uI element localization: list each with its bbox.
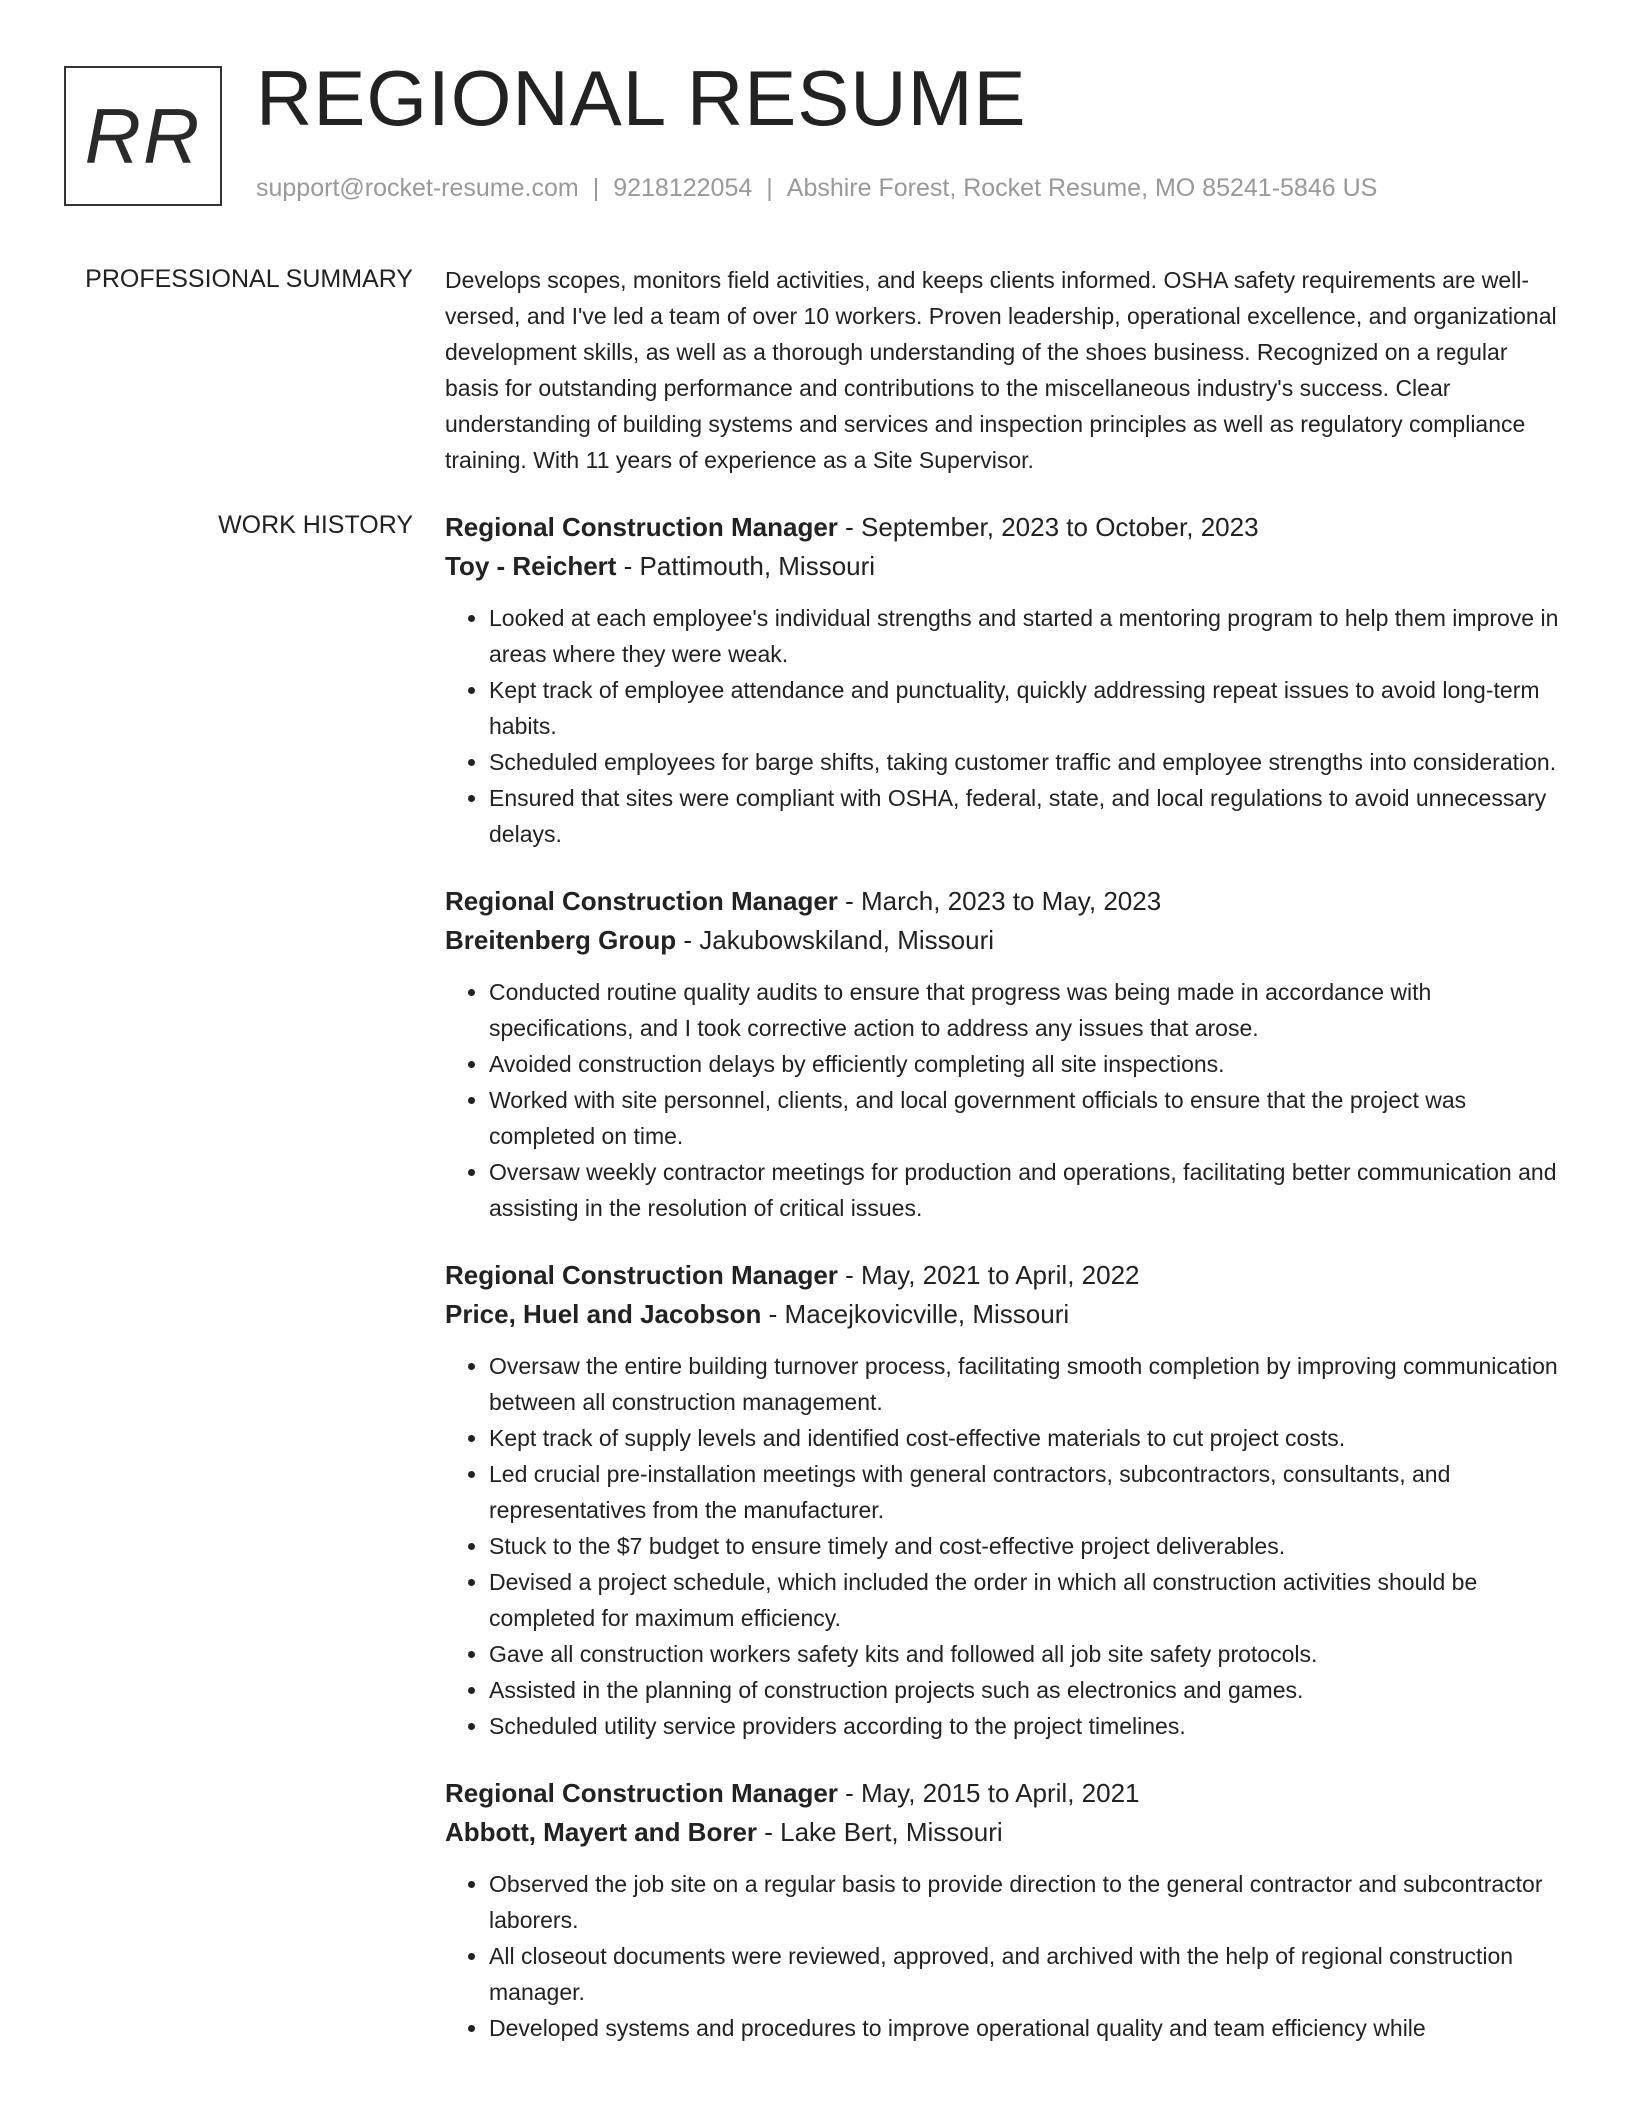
contact-separator: | [766,174,773,202]
work-history-body [445,508,1560,2076]
job-title: Regional Construction Manager [445,1260,838,1290]
job-entry [445,1256,1560,1744]
job-title: Regional Construction Manager [445,512,838,542]
work-history-label: WORK HISTORY [218,511,413,539]
professional-summary-label: PROFESSIONAL SUMMARY [85,265,413,293]
job-location: - Lake Bert, Missouri [757,1817,1003,1847]
job-bullet: • Developed systems and procedures to improve operational quality and team efficiency while [489,2010,1560,2046]
job-bullet: • Oversaw the entire building turnover process, facilitating smooth completion by improving communication between all construction management. [489,1348,1560,1420]
job-bullet: • Looked at each employee's individual strengths and started a mentoring program to help them improve in areas where they were weak. [489,600,1560,672]
job-dates: - September, 2023 to October, 2023 [837,512,1259,542]
contact-separator: | [592,174,600,202]
resume-name: REGIONAL RESUME [256,54,1027,142]
job-bullet: • Avoided construction delays by efficiently completing all site inspections. [489,1046,1560,1082]
job-title-line [445,882,1560,921]
job-bullet: • Kept track of supply levels and identified cost-effective materials to cut project costs. [489,1420,1560,1456]
job-bullet-list [445,974,1560,1226]
job-bullet: • Gave all construction workers safety kits and followed all job site safety protocols. [489,1636,1560,1672]
job-title-line [445,508,1560,547]
job-bullet: • Led crucial pre-installation meetings with general contractors, subcontractors, consultants, and representatives from the manufacturer. [489,1456,1560,1528]
job-company: Price, Huel and Jacobson [445,1299,762,1329]
job-entry [445,882,1560,1226]
job-company-line [445,547,1560,586]
job-bullet: • Assisted in the planning of construction projects such as electronics and games. [489,1672,1560,1708]
job-company: Breitenberg Group [445,925,677,955]
job-bullet-list [445,1348,1560,1744]
job-location: - Macejkovicville, Missouri [761,1299,1070,1329]
job-bullet: • Ensured that sites were compliant with OSHA, federal, state, and local regulations to avoid unnecessary delays. [489,780,1560,852]
job-bullet: • All closeout documents were reviewed, approved, and archived with the help of regional construction manager. [489,1938,1560,2010]
job-title-line [445,1774,1560,1813]
professional-summary-text: Develops scopes, monitors field activities, and keeps clients informed. OSHA safety requirements are well-versed, and I've led a team of over 10 workers. Proven leadership, operational excellence, and organizational development skills, as well as a thorough understanding of the shoes business. Recognized on a regular basis for outstanding performance and contributions to the miscellaneous industry's success. Clear understanding of building systems and services and inspection principles as well as regulatory compliance training. With 11 years of experience as a Site Supervisor. [445,267,1557,473]
job-company-line [445,1813,1560,1852]
contact-line [256,174,1377,203]
contact-email: support@rocket-resume.com [256,174,579,202]
job-bullet: • Devised a project schedule, which included the order in which all construction activities should be completed for maximum efficiency. [489,1564,1560,1636]
monogram-initials: RR [84,92,202,180]
job-location: - Pattimouth, Missouri [616,551,876,581]
job-bullet: • Stuck to the $7 budget to ensure timely and cost-effective project deliverables. [489,1528,1560,1564]
job-company-line [445,921,1560,960]
job-title: Regional Construction Manager [445,1778,838,1808]
job-bullet: • Conducted routine quality audits to ensure that progress was being made in accordance with specifications, and I took corrective action to address any issues that arose. [489,974,1560,1046]
job-bullet: • Worked with site personnel, clients, and local government officials to ensure that the project was completed on time. [489,1082,1560,1154]
job-location: - Jakubowskiland, Missouri [676,925,995,955]
job-bullet: • Kept track of employee attendance and punctuality, quickly addressing repeat issues to avoid long-term habits. [489,672,1560,744]
job-dates: - May, 2021 to April, 2022 [837,1260,1140,1290]
job-company-line [445,1295,1560,1334]
job-bullet: • Oversaw weekly contractor meetings for production and operations, facilitating better communication and assisting in the resolution of critical issues. [489,1154,1560,1226]
job-company: Toy - Reichert [445,551,617,581]
job-dates: - May, 2015 to April, 2021 [837,1778,1140,1808]
contact-address: Abshire Forest, Rocket Resume, MO 85241-5846 US [786,174,1378,202]
job-title-line [445,1256,1560,1295]
job-entry [445,508,1560,852]
job-title: Regional Construction Manager [445,886,838,916]
job-bullet: • Observed the job site on a regular basis to provide direction to the general contractor and subcontractor laborers. [489,1866,1560,1938]
contact-phone: 9218122054 [613,174,753,202]
job-company: Abbott, Mayert and Borer [445,1817,758,1847]
job-bullet-list [445,600,1560,852]
job-bullet-list [445,1866,1560,2046]
job-entry [445,1774,1560,2046]
job-dates: - March, 2023 to May, 2023 [837,886,1162,916]
job-bullet: • Scheduled utility service providers according to the project timelines. [489,1708,1560,1744]
job-bullet: • Scheduled employees for barge shifts, taking customer traffic and employee strengths into consideration. [489,744,1560,780]
monogram-box [64,66,222,206]
professional-summary-body [445,262,1560,478]
